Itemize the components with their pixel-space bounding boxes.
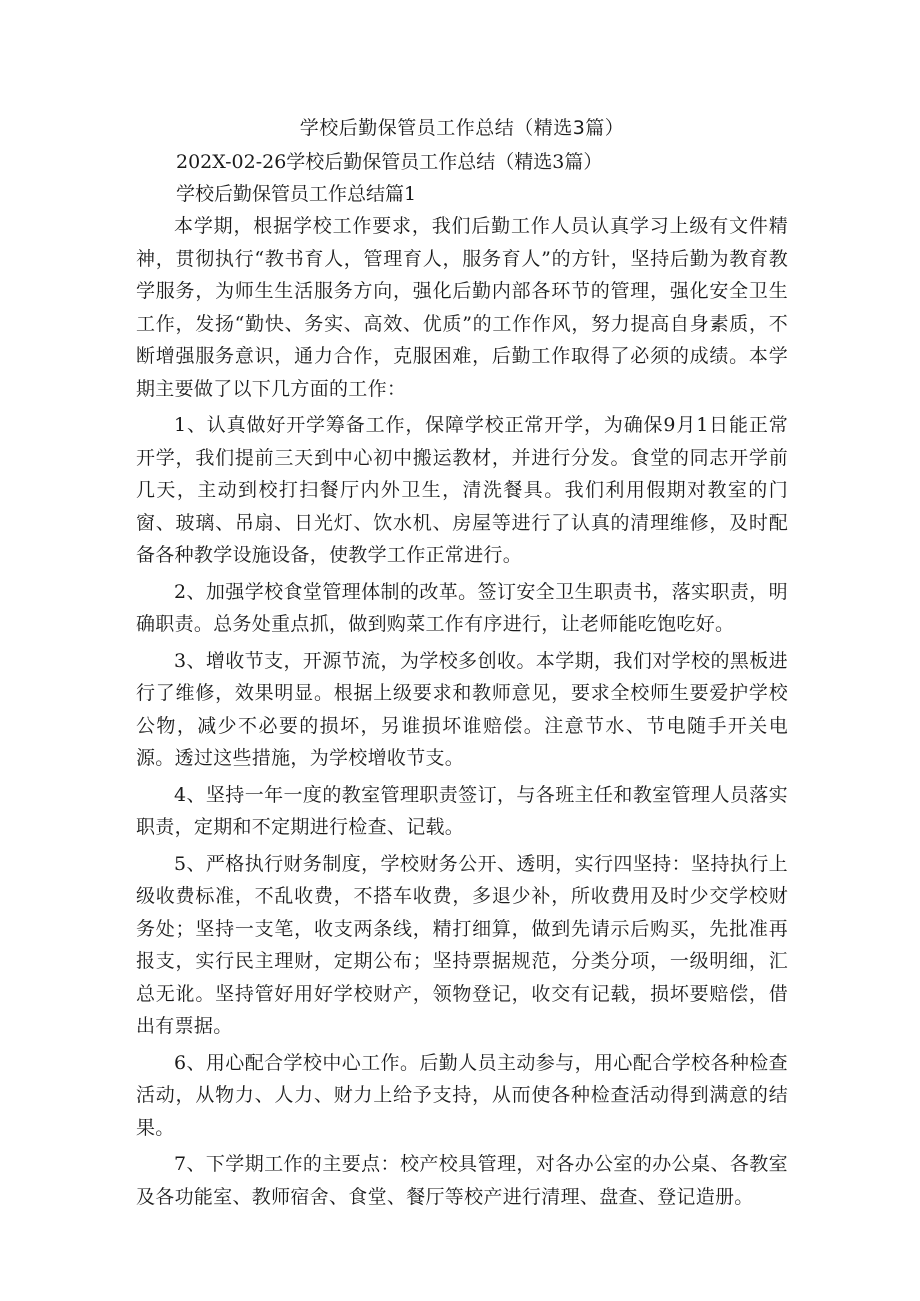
document-date-line: 202X-02-26学校后勤保管员工作总结（精选3篇） — [176, 151, 603, 173]
paragraph-item-7: 7、下学期工作的主要点：校产校具管理，对各办公室的办公桌、各教室及各功能室、教师宿舍、食堂、餐厅等校产进行清理、盘查、登记造册。 — [136, 1153, 788, 1208]
paragraph-intro: 本学期，根据学校工作要求，我们后勤工作人员认真学习上级有文件精神，贯彻执行“教书育人，管理育人，服务育人”的方针，坚持后勤为教育教学服务，为师生生活服务方向，强化后勤内部各环节的管理，强化安全卫生工作，发扬“勤快、务实、高效、优质”的工作作风，努力提高自身素质，不断增强服务意识，通力合作，克服困难，后勤工作取得了必须的成绩。本学期主要做了以下几方面的工作： — [136, 215, 788, 400]
paragraph-item-2: 2、加强学校食堂管理体制的改革。签订安全卫生职责书，落实职责，明确职责。总务处重点抓，做到购菜工作有序进行，让老师能吃饱吃好。 — [136, 580, 788, 635]
paragraph-item-4: 4、坚持一年一度的教室管理职责签订，与各班主任和教室管理人员落实职责，定期和不定期进行检查、记载。 — [136, 783, 788, 838]
paragraph-item-1: 1、认真做好开学筹备工作，保障学校正常开学，为确保9月1日能正常开学，我们提前三天到中心初中搬运教材，并进行分发。食堂的同志开学前几天，主动到校打扫餐厅内外卫生，清洗餐具。我们利用假期对教室的门窗、玻璃、吊扇、日光灯、饮水机、房屋等进行了认真的清理维修，及时配备各种教学设施设备，使教学工作正常进行。 — [136, 414, 788, 566]
section-heading: 学校后勤保管员工作总结篇1 — [176, 183, 417, 205]
paragraph-item-5: 5、严格执行财务制度，学校财务公开、透明，实行四坚持：坚持执行上级收费标准，不乱收费，不搭车收费，多退少补，所收费用及时少交学校财务处；坚持一支笔，收支两条线，精打细算，做到先请示后购买，先批准再报支，实行民主理财，定期公布；坚持票据规范，分类分项，一级明细，汇总无讹。坚持管好用好学校财产，领物登记，收交有记载，损坏要赔偿，借出有票据。 — [136, 852, 788, 1037]
paragraph-item-6: 6、用心配合学校中心工作。后勤人员主动参与，用心配合学校各种检查活动，从物力、人力、财力上给予支持，从而使各种检查活动得到满意的结果。 — [136, 1051, 788, 1139]
paragraph-item-3: 3、增收节支，开源节流，为学校多创收。本学期，我们对学校的黑板进行了维修，效果明显。根据上级要求和教师意见，要求全校师生要爱护学校公物，减少不必要的损坏，另谁损坏谁赔偿。注意节水、节电随手开关电源。透过这些措施，为学校增收节支。 — [136, 649, 788, 769]
document-title: 学校后勤保管员工作总结（精选3篇） — [299, 117, 625, 139]
document-page — [136, 114, 788, 1217]
